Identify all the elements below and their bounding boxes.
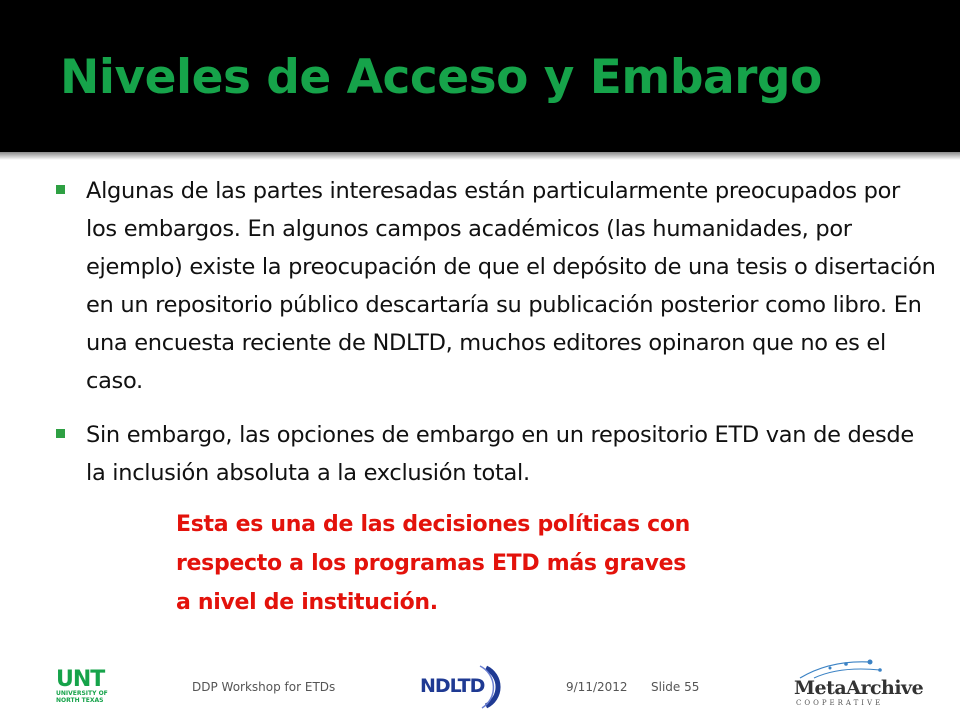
highlight-note — [176, 505, 690, 622]
highlight-line: respecto a los programas ETD más graves — [176, 551, 687, 576]
bullet-item — [56, 416, 936, 492]
slide-title: Niveles de Acceso y Embargo — [60, 50, 822, 105]
unt-logo: UNT UNIVERSITY OF NORTH TEXAS — [56, 667, 108, 704]
title-bar-shadow — [0, 152, 960, 160]
bullet-list — [56, 172, 936, 492]
highlight-line: a nivel de institución. — [176, 590, 438, 615]
footer-slide-number: Slide 55 — [651, 680, 700, 694]
bullet-text: Sin embargo, las opciones de embargo en un repositorio ETD van de desde la inclusión absoluta a la exclusión total. — [86, 422, 914, 486]
bullet-square-icon — [56, 429, 65, 438]
bullet-square-icon — [56, 185, 65, 194]
metaarchive-logo: MetaArchive COOPERATIVE — [790, 658, 905, 713]
highlight-line: Esta es una de las decisiones políticas con — [176, 512, 691, 537]
bullet-text: Algunas de las partes interesadas están particularmente preocupados por los embargos. En algunos campos académicos (las humanidades, por ejemplo) existe la preocupación de que el depósito de una tesis o disertación en un repositorio público descartaría su publicación posterior como libro. En una encuesta reciente de NDLTD, muchos editores opinaron que no es el caso. — [86, 178, 936, 394]
footer-event: DDP Workshop for ETDs — [192, 680, 336, 694]
ndltd-logo: NDLTD — [420, 664, 510, 710]
footer-date: 9/11/2012 — [566, 680, 628, 694]
bullet-item — [56, 172, 936, 400]
